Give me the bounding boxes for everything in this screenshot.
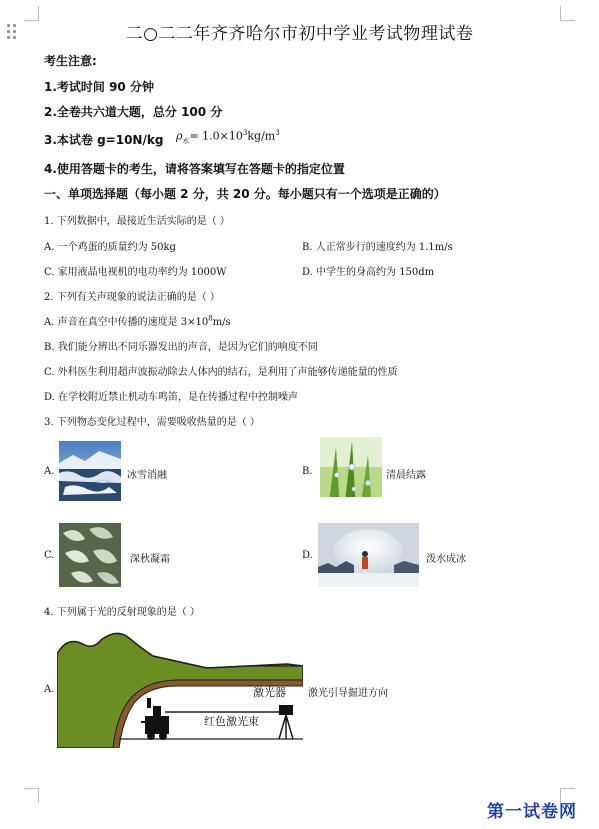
water-freezing-photo bbox=[318, 523, 419, 587]
question-stem: 4. 下列属于光的反射现象的是（ ） bbox=[44, 607, 200, 618]
option-c-text: 深秋凝霜 bbox=[130, 554, 170, 565]
option-a-letter[interactable]: A. bbox=[44, 466, 55, 477]
option-b[interactable]: B. 我们能分辨出不同乐器发出的声音，是因为它们的响度不同 bbox=[44, 342, 318, 353]
notice-item: 3.本试卷 g=10N/kg bbox=[44, 133, 164, 147]
option-d[interactable]: D. 中学生的身高约为 150dm bbox=[302, 267, 435, 278]
tunnel-laser-diagram bbox=[57, 626, 303, 748]
option-b-text: 清晨结露 bbox=[386, 470, 426, 481]
option-a-letter[interactable]: A. bbox=[44, 684, 55, 695]
question-stem: 2. 下列有关声现象的说法正确的是（ ） bbox=[44, 292, 220, 303]
rho-subscript: 水 bbox=[182, 136, 190, 145]
option-a-text: A. 声音在真空中传播的速度是 3×10 bbox=[44, 317, 209, 328]
option-c-letter[interactable]: C. bbox=[44, 550, 55, 561]
site-watermark: 第一试卷网 bbox=[487, 802, 577, 822]
rho-unit-exponent: 3 bbox=[275, 129, 280, 137]
rho-value: = 1.0×10 bbox=[189, 129, 243, 143]
morning-dew-photo bbox=[320, 437, 382, 497]
water-density-formula bbox=[176, 129, 280, 146]
frost-leaves-photo bbox=[59, 523, 121, 587]
margin-corner-mark bbox=[24, 788, 39, 803]
option-a-unit: m/s bbox=[212, 317, 231, 328]
ice-melting-photo bbox=[59, 441, 121, 501]
option-a-exponent: 8 bbox=[208, 314, 213, 323]
option-a[interactable] bbox=[44, 313, 231, 328]
rho-unit: kg/m bbox=[247, 129, 276, 143]
section-heading: 一、单项选择题（每小题 2 分，共 20 分。每小题只有一个选项是正确的） bbox=[44, 187, 446, 201]
question-stem: 1. 下列数据中，最接近生活实际的是（ ） bbox=[44, 216, 230, 227]
option-c[interactable]: C. 家用液晶电视机的电功率约为 1000W bbox=[44, 267, 227, 278]
option-d[interactable]: D. 在学校附近禁止机动车鸣笛，是在传播过程中控制噪声 bbox=[44, 392, 299, 403]
notice-heading: 考生注意: bbox=[44, 54, 97, 68]
option-c[interactable]: C. 外科医生利用超声波振动除去人体内的结石，是利用了声能够传递能量的性质 bbox=[44, 367, 398, 378]
notice-item: 4.使用答题卡的考生，请将答案填写在答题卡的指定位置 bbox=[44, 162, 345, 176]
notice-item: 1.考试时间 90 分钟 bbox=[44, 80, 154, 94]
question-stem: 3. 下列物态变化过程中，需要吸收热量的是（ ） bbox=[44, 417, 260, 428]
option-d-letter[interactable]: D. bbox=[302, 550, 313, 561]
rho-exponent: 3 bbox=[242, 129, 248, 137]
notice-item: 2.全卷共六道大题，总分 100 分 bbox=[44, 105, 223, 119]
laser-device-label: 激光器 bbox=[253, 686, 286, 699]
exam-title: 二○二二年齐齐哈尔市初中学业考试物理试卷 bbox=[125, 24, 474, 44]
option-d-text: 泼水成冰 bbox=[426, 554, 466, 565]
rho-symbol: ρ bbox=[176, 129, 183, 143]
option-b[interactable]: B. 人正常步行的速度约为 1.1m/s bbox=[302, 242, 453, 253]
option-a-text: 激光引导掘进方向 bbox=[308, 688, 388, 699]
option-a-text: 冰雪消融 bbox=[127, 470, 167, 481]
option-b-letter[interactable]: B. bbox=[302, 466, 313, 477]
laser-beam-label: 红色激光束 bbox=[204, 715, 259, 728]
option-a[interactable]: A. 一个鸡蛋的质量约为 50kg bbox=[44, 242, 176, 253]
